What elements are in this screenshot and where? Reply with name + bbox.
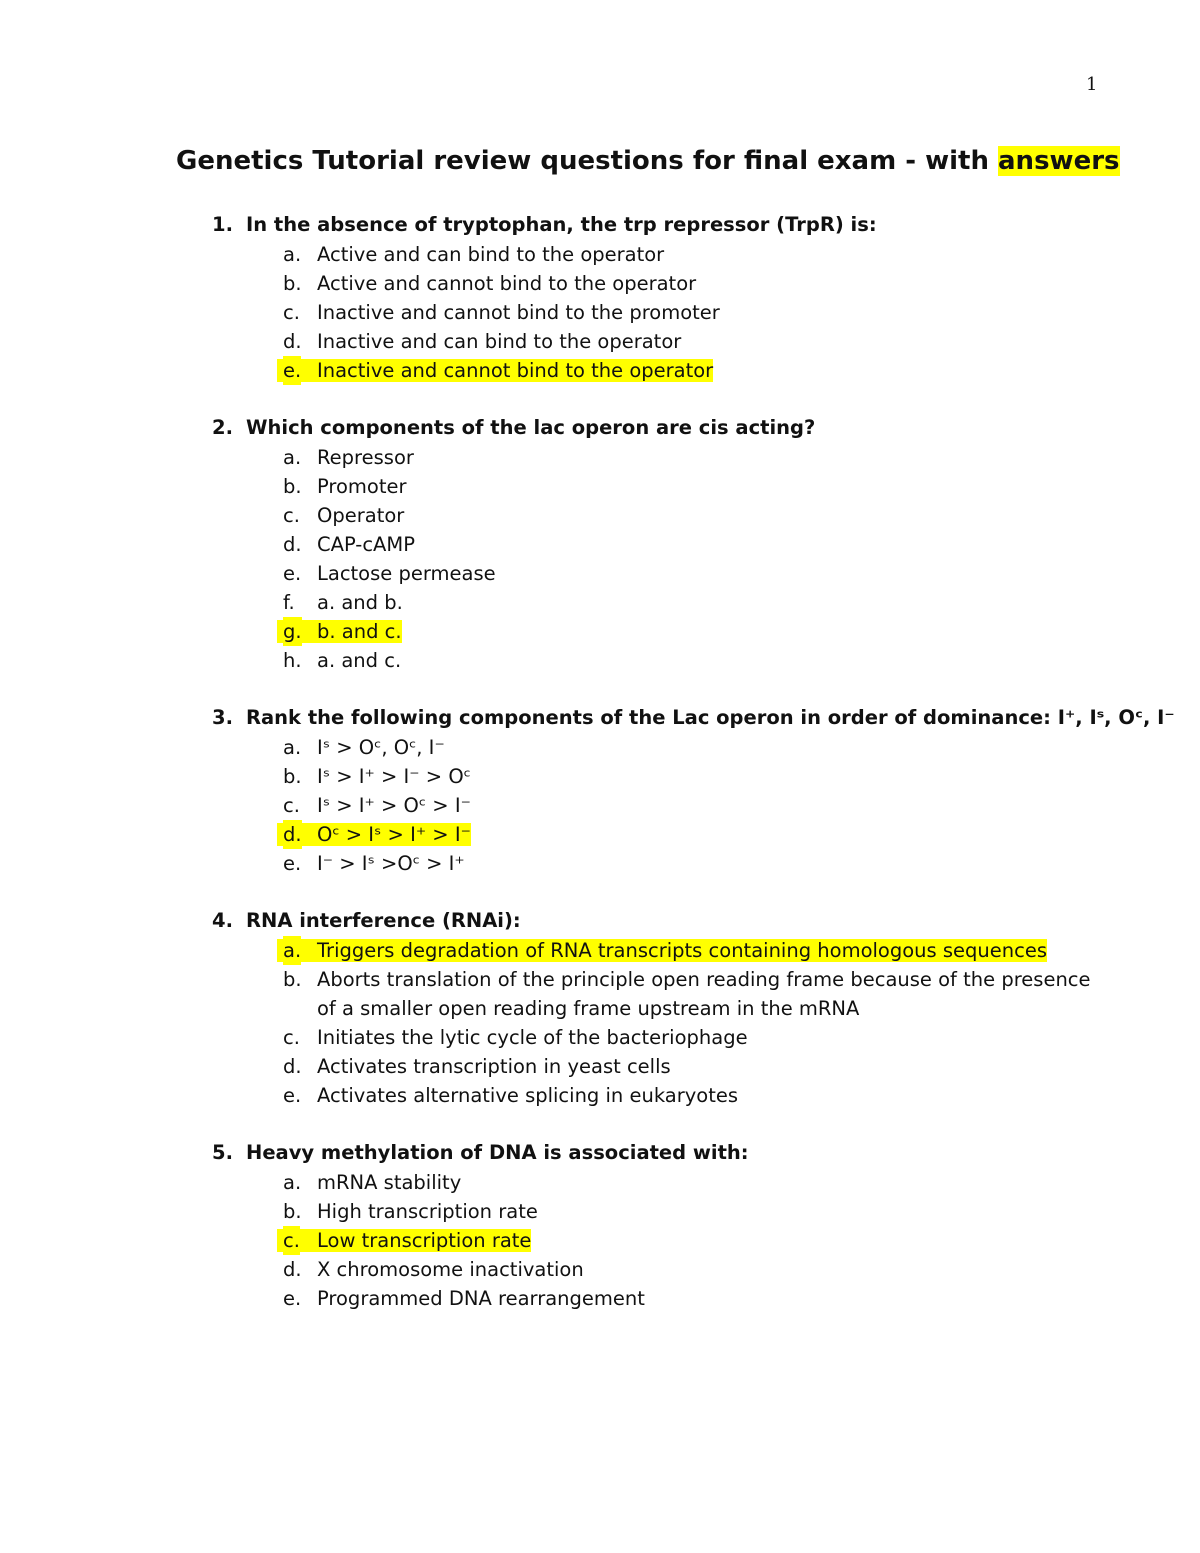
option-letter: b. [283, 272, 302, 295]
answer-option [0, 849, 1200, 878]
option-text: Aborts translation of the principle open reading frame because of the presence of a smaller open reading frame upstream in the mRNA [317, 968, 1091, 1020]
option-text: Activates transcription in yeast cells [317, 1055, 671, 1078]
option-text: I⁻ > Iˢ >Oᶜ > I⁺ [317, 852, 465, 875]
answer-option [0, 298, 1200, 327]
option-letter: a. [283, 446, 302, 469]
option-letter: c. [283, 794, 300, 817]
option-text: High transcription rate [317, 1200, 538, 1223]
answer-option [0, 1197, 1200, 1226]
question-heading [0, 210, 1200, 240]
answer-option [0, 1023, 1200, 1052]
option-letter: c. [283, 301, 300, 324]
question-text: Rank the following components of the Lac operon in order of dominance: I⁺, Iˢ, Oᶜ, I⁻ [246, 706, 1175, 729]
option-letter: h. [283, 649, 302, 672]
page-title [176, 142, 1120, 180]
option-text: Triggers degradation of RNA transcripts containing homologous sequences [317, 939, 1047, 962]
option-text: Oᶜ > Iˢ > I⁺ > I⁻ [317, 823, 471, 846]
option-text: Programmed DNA rearrangement [317, 1287, 645, 1310]
option-letter: b. [283, 968, 302, 991]
option-text: Activates alternative splicing in eukaryotes [317, 1084, 739, 1107]
option-text: a. and c. [317, 649, 402, 672]
answer-option [0, 733, 1200, 762]
option-text: Low transcription rate [317, 1229, 532, 1252]
option-text: CAP-cAMP [317, 533, 415, 556]
option-letter: g. [283, 617, 302, 646]
option-text: X chromosome inactivation [317, 1258, 584, 1281]
answer-option [0, 443, 1200, 472]
question-number: 1. [212, 213, 233, 236]
answer-option [0, 1284, 1200, 1313]
option-letter: c. [283, 1226, 300, 1255]
option-letter: d. [283, 533, 302, 556]
question-number: 3. [212, 706, 233, 729]
page-number: 1 [1086, 74, 1098, 95]
answer-option-correct [0, 356, 1200, 385]
option-text: Initiates the lytic cycle of the bacteriophage [317, 1026, 748, 1049]
question-number: 2. [212, 416, 233, 439]
question-2 [0, 413, 1200, 675]
option-text: Inactive and cannot bind to the operator [317, 359, 714, 382]
question-text: RNA interference (RNAi): [246, 909, 521, 932]
option-text: mRNA stability [317, 1171, 462, 1194]
answer-option [0, 240, 1200, 269]
option-letter: f. [283, 591, 295, 614]
option-letter: e. [283, 1287, 302, 1310]
option-letter: c. [283, 504, 300, 527]
answer-option [0, 588, 1200, 617]
answer-option [0, 791, 1200, 820]
answer-option [0, 965, 1200, 1023]
option-letter: e. [283, 852, 302, 875]
answer-option-correct [0, 617, 1200, 646]
option-letter: e. [283, 356, 301, 385]
answer-option [0, 559, 1200, 588]
option-text: Lactose permease [317, 562, 496, 585]
option-letter: a. [283, 936, 301, 965]
option-letter: a. [283, 1171, 302, 1194]
question-heading [0, 906, 1200, 936]
question-heading [0, 1138, 1200, 1168]
question-1 [0, 210, 1200, 385]
answer-option [0, 1255, 1200, 1284]
answer-option-correct [0, 820, 1200, 849]
title-text: Genetics Tutorial review questions for final exam - with [176, 146, 999, 176]
answer-option [0, 327, 1200, 356]
option-text: b. and c. [317, 620, 402, 643]
option-letter: b. [283, 1200, 302, 1223]
answer-option [0, 472, 1200, 501]
answer-option-correct [0, 1226, 1200, 1255]
answer-option [0, 269, 1200, 298]
option-text: Iˢ > Oᶜ, Oᶜ, I⁻ [317, 736, 445, 759]
title-highlight: answers [998, 146, 1120, 176]
question-text: In the absence of tryptophan, the trp repressor (TrpR) is: [246, 213, 877, 236]
option-text: Iˢ > I⁺ > I⁻ > Oᶜ [317, 765, 471, 788]
option-letter: b. [283, 475, 302, 498]
answer-option [0, 530, 1200, 559]
option-text: a. and b. [317, 591, 403, 614]
option-letter: b. [283, 765, 302, 788]
option-text: Active and can bind to the operator [317, 243, 665, 266]
option-letter: d. [283, 820, 302, 849]
answer-option [0, 646, 1200, 675]
option-text: Active and cannot bind to the operator [317, 272, 697, 295]
option-text: Iˢ > I⁺ > Oᶜ > I⁻ [317, 794, 471, 817]
question-text: Heavy methylation of DNA is associated with: [246, 1141, 749, 1164]
question-heading [0, 703, 1200, 733]
answer-option [0, 1052, 1200, 1081]
question-3 [0, 703, 1200, 878]
option-letter: e. [283, 1084, 302, 1107]
option-text: Repressor [317, 446, 414, 469]
option-letter: d. [283, 1258, 302, 1281]
answer-option [0, 1168, 1200, 1197]
question-5 [0, 1138, 1200, 1313]
answer-option [0, 762, 1200, 791]
option-letter: c. [283, 1026, 300, 1049]
option-text: Operator [317, 504, 405, 527]
option-letter: a. [283, 736, 302, 759]
option-letter: d. [283, 330, 302, 353]
question-heading [0, 413, 1200, 443]
option-text: Inactive and cannot bind to the promoter [317, 301, 720, 324]
answer-option [0, 501, 1200, 530]
question-list [0, 210, 1200, 1341]
option-text: Inactive and can bind to the operator [317, 330, 682, 353]
answer-option [0, 1081, 1200, 1110]
option-letter: e. [283, 562, 302, 585]
option-text: Promoter [317, 475, 407, 498]
question-text: Which components of the lac operon are cis acting? [246, 416, 816, 439]
question-number: 5. [212, 1141, 233, 1164]
question-number: 4. [212, 909, 233, 932]
question-4 [0, 906, 1200, 1110]
answer-option-correct [0, 936, 1200, 965]
option-letter: d. [283, 1055, 302, 1078]
option-letter: a. [283, 243, 302, 266]
